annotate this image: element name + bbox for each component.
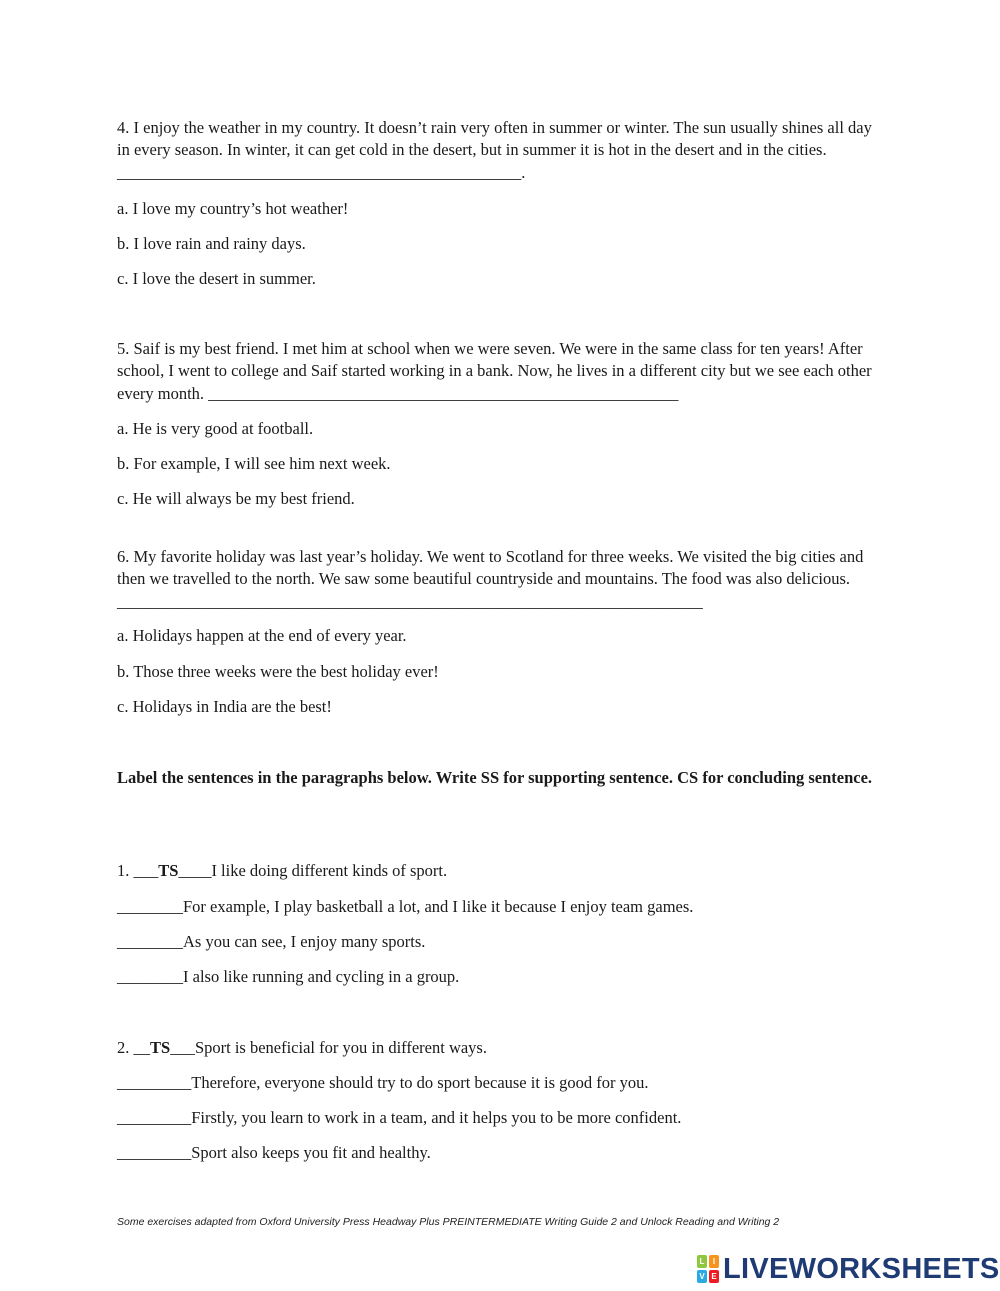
liveworksheets-brand: [697, 1253, 1000, 1285]
question-4-option-a[interactable]: a. I love my country’s hot weather!: [117, 199, 349, 218]
question-5-option-c[interactable]: c. He will always be my best friend.: [117, 489, 355, 508]
label-set-1-number: 1. ___: [117, 861, 159, 880]
label-set-2-number: 2. __: [117, 1038, 150, 1057]
question-5-option-b[interactable]: b. For example, I will see him next week.: [117, 454, 391, 473]
label-set-1-topic-sentence: ____I like doing different kinds of sport.: [178, 861, 448, 880]
label-set-2-sentence-3[interactable]: _________Sport also keeps you fit and healthy.: [117, 1143, 431, 1162]
footer-source-note: Some exercises adapted from Oxford University Press Headway Plus PREINTERMEDIATE Writing Guide 2 and Unlock Reading and Writing 2: [117, 1216, 780, 1228]
label-set-2-topic-line: [117, 1037, 487, 1059]
label-set-2-answer: TS: [150, 1038, 171, 1057]
question-4-option-b[interactable]: b. I love rain and rainy days.: [117, 234, 306, 253]
question-4-option-c[interactable]: c. I love the desert in summer.: [117, 269, 316, 288]
question-6-paragraph: 6. My favorite holiday was last year’s holiday. We went to Scotland for three weeks. We visited the big cities and then we travelled to the north. We saw some beautiful countryside and mountains. The food was also delicious. _______________________________________________________________________: [117, 547, 864, 611]
label-set-1-topic-line: [117, 860, 447, 882]
label-set-1-sentence-2[interactable]: ________As you can see, I enjoy many sports.: [117, 932, 426, 951]
label-set-2-topic-sentence: ___Sport is beneficial for you in different ways.: [170, 1038, 487, 1057]
liveworksheets-logo-icon: [697, 1255, 719, 1283]
question-6-option-a[interactable]: a. Holidays happen at the end of every year.: [117, 626, 407, 645]
logo-tile-i: I: [709, 1255, 719, 1268]
question-5-option-a[interactable]: a. He is very good at football.: [117, 419, 314, 438]
question-6-option-b[interactable]: b. Those three weeks were the best holiday ever!: [117, 662, 439, 681]
label-set-2-sentence-1[interactable]: _________Therefore, everyone should try to do sport because it is good for you.: [117, 1073, 649, 1092]
logo-tile-e: E: [709, 1270, 719, 1283]
label-set-1-sentence-3[interactable]: ________I also like running and cycling in a group.: [117, 967, 460, 986]
label-set-1-answer: TS: [158, 861, 179, 880]
label-set-2-sentence-2[interactable]: _________Firstly, you learn to work in a team, and it helps you to be more confident.: [117, 1108, 682, 1127]
question-6-option-c[interactable]: c. Holidays in India are the best!: [117, 697, 332, 716]
label-set-1-sentence-1[interactable]: ________For example, I play basketball a lot, and I like it because I enjoy team games.: [117, 897, 694, 916]
question-5-paragraph: 5. Saif is my best friend. I met him at school when we were seven. We were in the same class for ten years! After school, I went to college and Saif started working in a bank. Now, he lives in a different city but we see each other every month. _________________________________________________________: [117, 339, 872, 403]
liveworksheets-wordmark: LIVEWORKSHEETS: [723, 1253, 1000, 1285]
question-4-paragraph: 4. I enjoy the weather in my country. It doesn’t rain very often in summer or winter. The sun usually shines all day in every season. In winter, it can get cold in the desert, but in summer it is hot in the desert and in the cities. _________________________________________________.: [117, 118, 872, 182]
logo-tile-l: L: [697, 1255, 707, 1268]
logo-tile-v: V: [697, 1270, 707, 1283]
instruction-heading: Label the sentences in the paragraphs below. Write SS for supporting sentence. CS for concluding sentence.: [117, 768, 873, 787]
